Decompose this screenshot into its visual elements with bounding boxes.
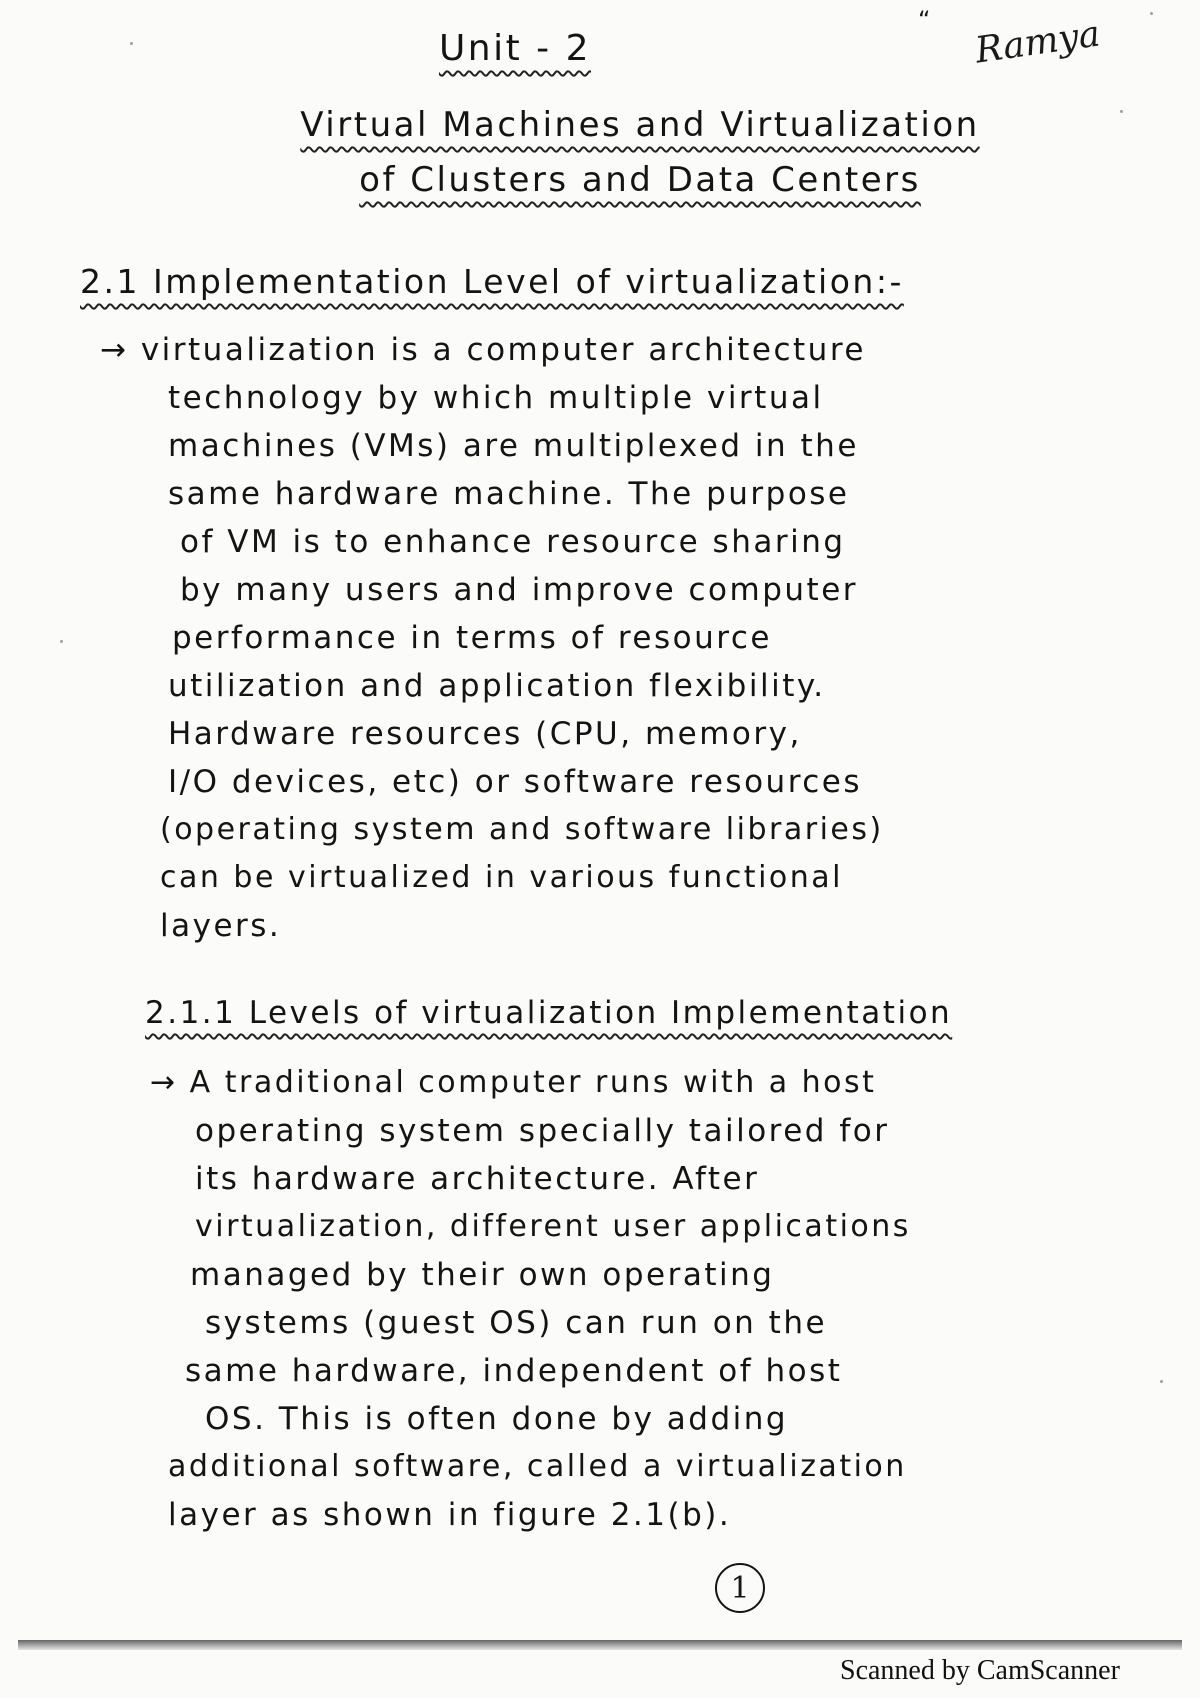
unit-heading: Unit - 2: [438, 28, 592, 69]
body-line: of VM is to enhance resource sharing: [180, 524, 846, 560]
body-line: can be virtualized in various functional: [160, 860, 843, 895]
body-line: (operating system and software libraries): [160, 812, 884, 847]
body-line: technology by which multiple virtual: [168, 380, 824, 416]
body-line: layers.: [160, 908, 282, 944]
body-line: machines (VMs) are multiplexed in the: [168, 428, 859, 464]
section-2-1-1-heading: 2.1.1 Levels of virtualization Implementation: [145, 995, 953, 1031]
title-line-1: Virtual Machines and Virtualization: [300, 105, 980, 145]
body-line: → A traditional computer runs with a host: [150, 1065, 877, 1100]
scan-speck: [130, 42, 133, 45]
tick-mark: “: [918, 6, 931, 34]
body-line: utilization and application flexibility.: [168, 668, 826, 704]
body-line: I/O devices, etc) or software resources: [168, 764, 863, 800]
title-line-2: of Clusters and Data Centers: [359, 160, 921, 200]
body-line: same hardware, independent of host: [185, 1353, 843, 1389]
body-line: → virtualization is a computer architecture: [100, 332, 866, 368]
body-line: systems (guest OS) can run on the: [205, 1305, 828, 1341]
section-2-1-heading: 2.1 Implementation Level of virtualization:-: [80, 262, 904, 301]
body-line: by many users and improve computer: [180, 572, 859, 608]
body-line: same hardware machine. The purpose: [168, 476, 850, 512]
body-line: its hardware architecture. After: [195, 1161, 760, 1197]
scan-speck: [1160, 1380, 1163, 1383]
body-line: additional software, called a virtualization: [168, 1449, 907, 1484]
body-line: OS. This is often done by adding: [205, 1401, 789, 1437]
body-line: operating system specially tailored for: [195, 1113, 890, 1149]
body-line: virtualization, different user applications: [195, 1209, 911, 1244]
scan-speck: [60, 640, 63, 643]
scan-speck: [1150, 12, 1153, 15]
body-line: Hardware resources (CPU, memory,: [168, 716, 802, 752]
body-line: managed by their own operating: [190, 1257, 775, 1293]
signature: Ramya: [972, 13, 1103, 72]
paper-edge: [18, 1640, 1182, 1650]
body-line: performance in terms of resource: [172, 620, 772, 656]
page-number: 1: [715, 1563, 765, 1613]
scanner-watermark: Scanned by CamScanner: [840, 1655, 1120, 1686]
body-line: layer as shown in figure 2.1(b).: [168, 1497, 732, 1533]
scan-speck: [1120, 110, 1123, 113]
